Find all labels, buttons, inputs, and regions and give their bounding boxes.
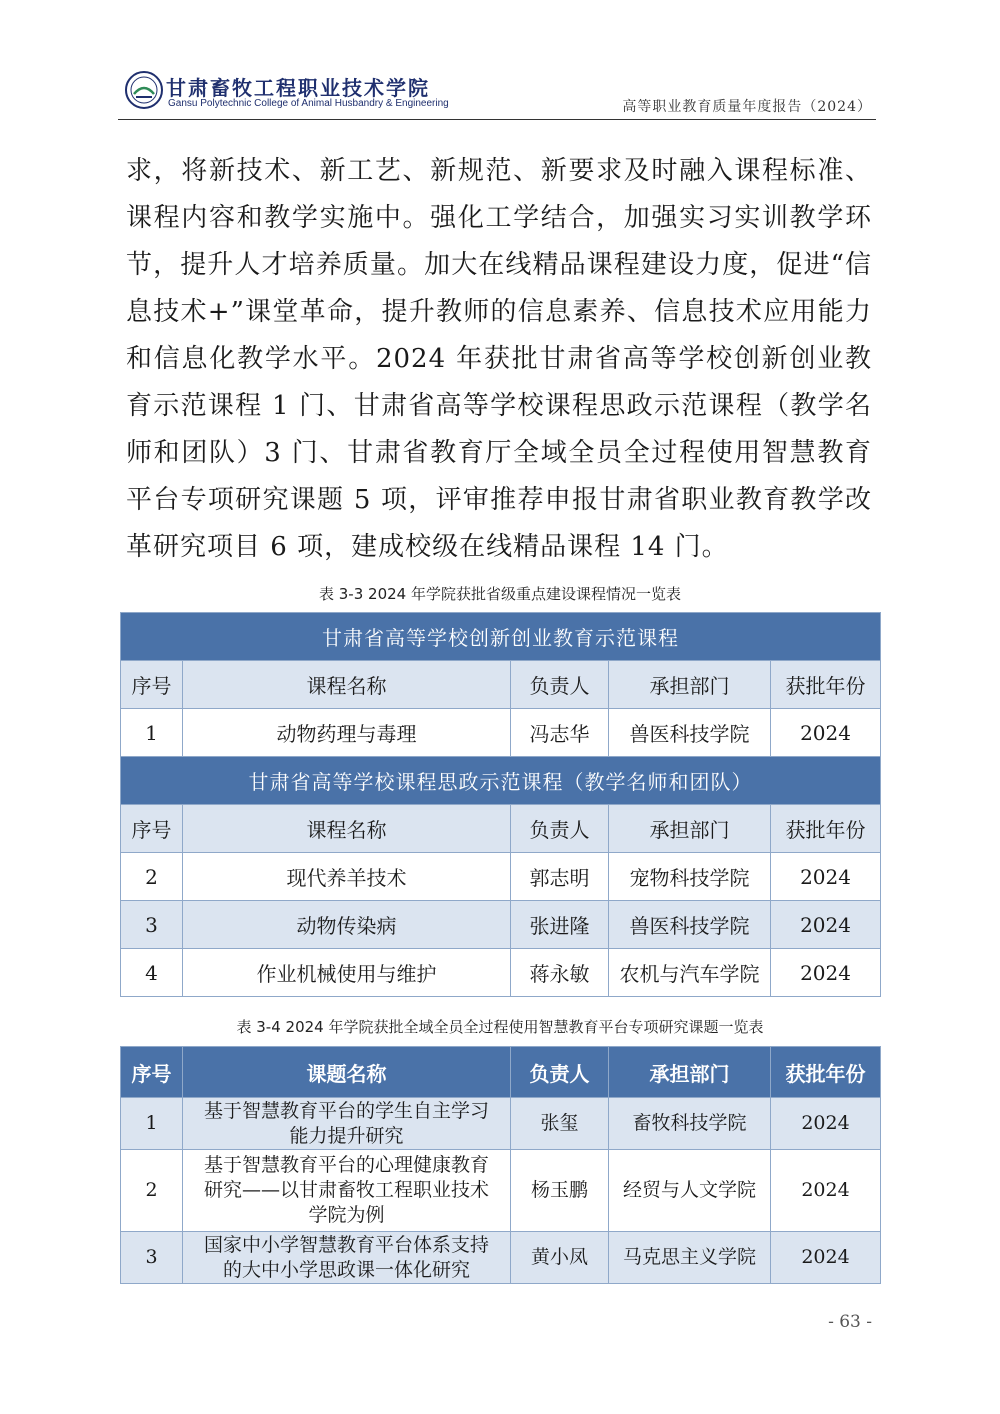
table-cell: 蒋永敏 (511, 949, 609, 997)
column-header: 序号 (121, 1047, 183, 1098)
table-cell: 动物传染病 (183, 901, 511, 949)
college-logo-icon (124, 70, 164, 110)
table-cell: 1 (121, 1098, 183, 1150)
table-row (121, 1232, 881, 1284)
table-cell: 兽医科技学院 (609, 901, 771, 949)
table-cell: 现代养羊技术 (183, 853, 511, 901)
table-row (121, 1150, 881, 1232)
column-header: 承担部门 (609, 661, 771, 709)
column-header: 负责人 (511, 661, 609, 709)
table-cell: 张进隆 (511, 901, 609, 949)
table-3-4 (120, 1046, 881, 1284)
column-header: 承担部门 (609, 805, 771, 853)
table-cell: 2 (121, 853, 183, 901)
table-cell: 1 (121, 709, 183, 757)
page-number: - 63 - (828, 1312, 872, 1332)
table-cell: 2024 (771, 1150, 881, 1232)
table-cell: 郭志明 (511, 853, 609, 901)
column-header: 课题名称 (183, 1047, 511, 1098)
section-title: 甘肃省高等学校创新创业教育示范课程 (121, 613, 881, 661)
column-header-row (121, 661, 881, 709)
column-header: 序号 (121, 661, 183, 709)
table-3-3 (120, 612, 881, 997)
table-cell: 张玺 (511, 1098, 609, 1150)
header-divider (118, 119, 876, 120)
table-caption-3-4: 表 3-4 2024 年学院获批全域全员全过程使用智慧教育平台专项研究课题一览表 (236, 1018, 764, 1036)
page-header (118, 66, 878, 120)
column-header-row (121, 1047, 881, 1098)
table-row (121, 949, 881, 997)
college-name-cn: 甘肃畜牧工程职业技术学院 (166, 76, 430, 100)
table-cell: 作业机械使用与维护 (183, 949, 511, 997)
table-caption-3-3: 表 3-3 2024 年学院获批省级重点建设课程情况一览表 (319, 585, 681, 603)
table-row (121, 853, 881, 901)
section-header-innovation (121, 613, 881, 661)
table-cell: 黄小凤 (511, 1232, 609, 1284)
column-header-row (121, 805, 881, 853)
table-cell: 杨玉鹏 (511, 1150, 609, 1232)
table-cell: 4 (121, 949, 183, 997)
column-header: 序号 (121, 805, 183, 853)
table-cell: 3 (121, 901, 183, 949)
body-paragraph: 求，将新技术、新工艺、新规范、新要求及时融入课程标准、课程内容和教学实施中。强化工学结合，加强实习实训教学环节，提升人才培养质量。加大在线精品课程建设力度，促进“信息技术+”课堂革命，提升教师的信息素养、信息技术应用能力和信息化教学水平。2024 年获批甘肃省高等学校创新创业教育示范课程 1 门、甘肃省高等学校课程思政示范课程（教学名师和团队）3 门、甘肃省教育厅全域全员全过程使用智慧教育平台专项研究课题 5 项，评审推荐申报甘肃省职业教育教学改革研究项目 6 项，建成校级在线精品课程 14 门。 (126, 156, 872, 562)
table-cell: 基于智慧教育平台的学生自主学习能力提升研究 (183, 1098, 511, 1150)
table-cell: 2024 (771, 1232, 881, 1284)
table-cell: 2024 (771, 709, 881, 757)
table-row (121, 901, 881, 949)
column-header: 课程名称 (183, 661, 511, 709)
table-row (121, 709, 881, 757)
table-cell: 宠物科技学院 (609, 853, 771, 901)
table-cell: 2024 (771, 1098, 881, 1150)
table-cell: 2024 (771, 901, 881, 949)
table-cell: 2024 (771, 949, 881, 997)
table-cell: 2024 (771, 853, 881, 901)
table-row (121, 1098, 881, 1150)
column-header: 负责人 (511, 1047, 609, 1098)
column-header: 课程名称 (183, 805, 511, 853)
column-header: 获批年份 (771, 805, 881, 853)
table-cell: 国家中小学智慧教育平台体系支持的大中小学思政课一体化研究 (183, 1232, 511, 1284)
table-cell: 动物药理与毒理 (183, 709, 511, 757)
column-header: 负责人 (511, 805, 609, 853)
table-cell: 马克思主义学院 (609, 1232, 771, 1284)
section-header-ideological (121, 757, 881, 805)
table-cell: 冯志华 (511, 709, 609, 757)
table-cell: 兽医科技学院 (609, 709, 771, 757)
table-cell: 畜牧科技学院 (609, 1098, 771, 1150)
college-name-en: Gansu Polytechnic College of Animal Husbandry & Engineering (168, 98, 449, 109)
report-title: 高等职业教育质量年度报告（2024） (622, 99, 872, 115)
column-header: 获批年份 (771, 661, 881, 709)
table-cell: 基于智慧教育平台的心理健康教育研究——以甘肃畜牧工程职业技术学院为例 (183, 1150, 511, 1232)
table-cell: 经贸与人文学院 (609, 1150, 771, 1232)
column-header: 获批年份 (771, 1047, 881, 1098)
table-cell: 3 (121, 1232, 183, 1284)
table-cell: 2 (121, 1150, 183, 1232)
column-header: 承担部门 (609, 1047, 771, 1098)
section-title: 甘肃省高等学校课程思政示范课程（教学名师和团队） (121, 757, 881, 805)
table-cell: 农机与汽车学院 (609, 949, 771, 997)
